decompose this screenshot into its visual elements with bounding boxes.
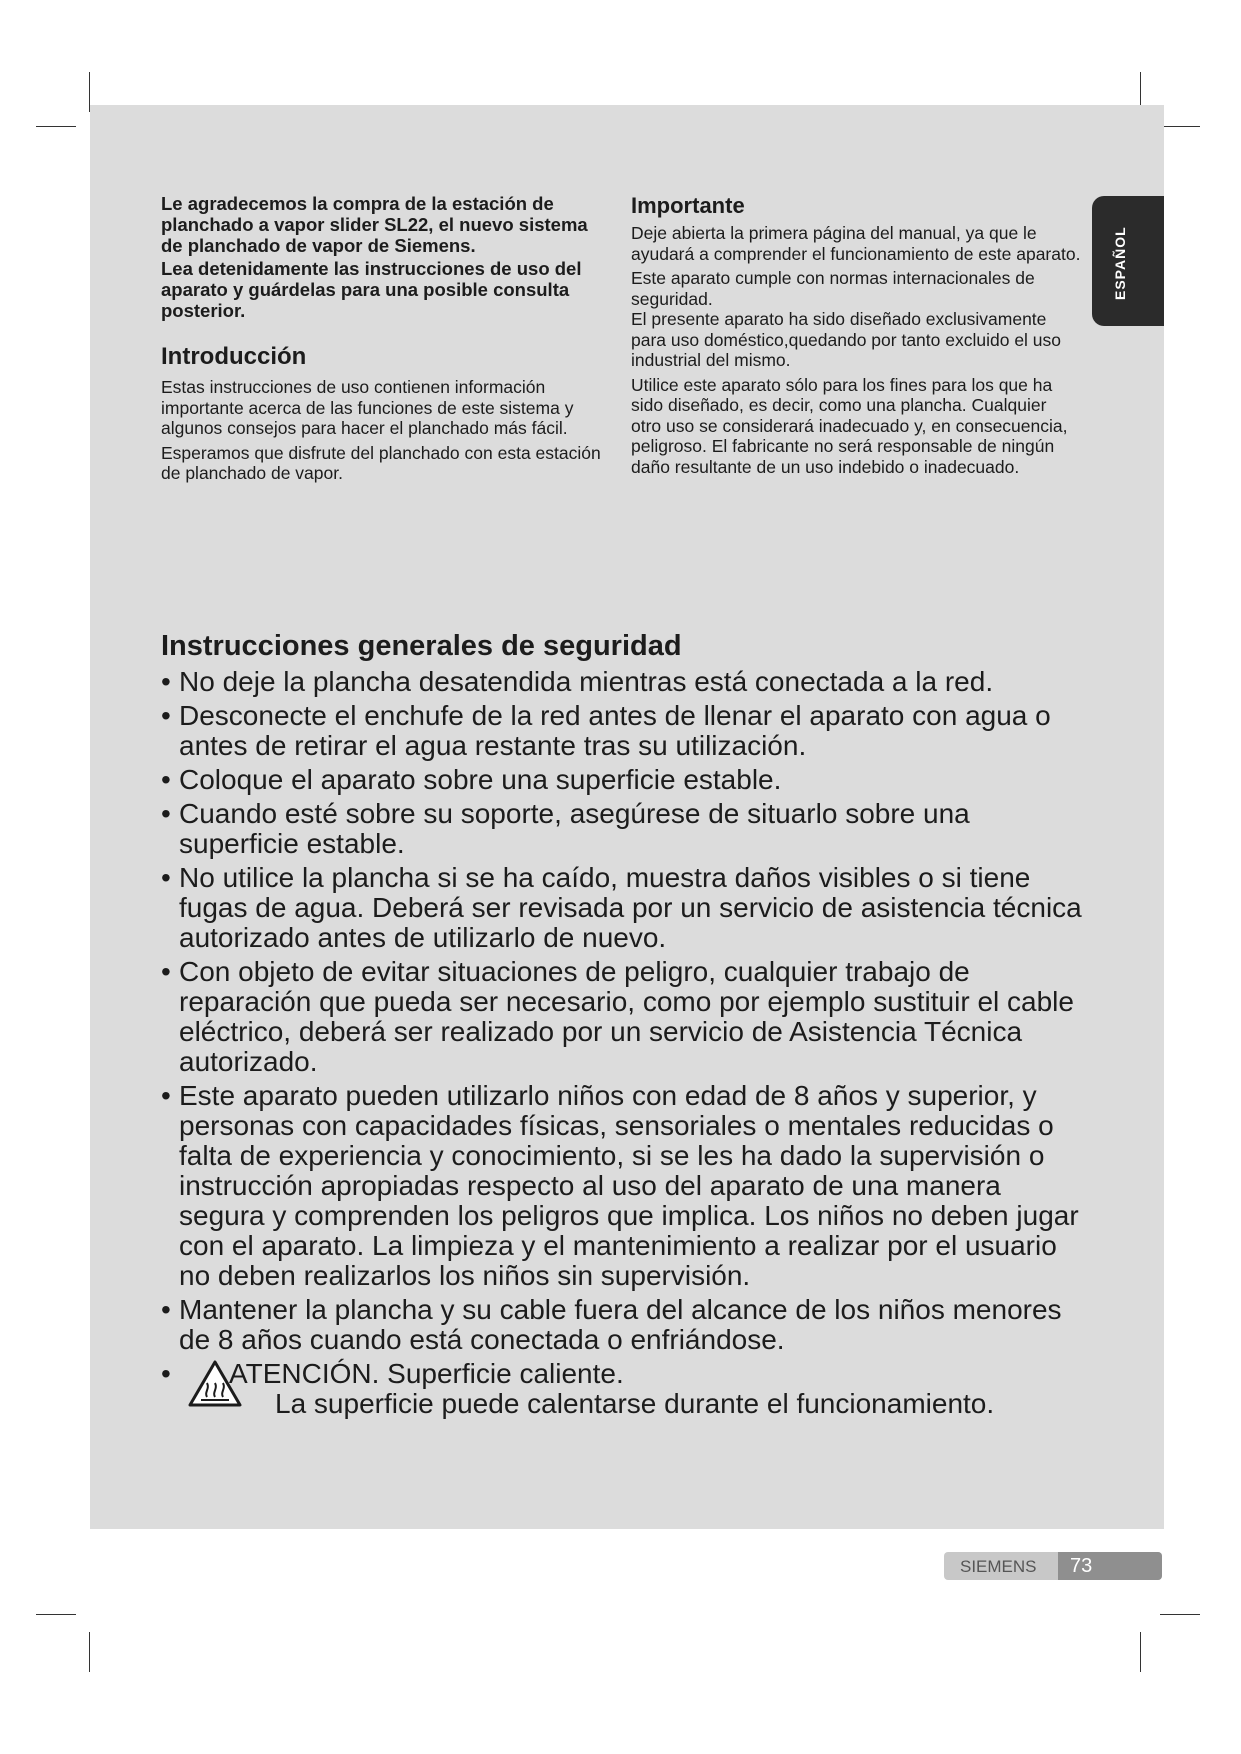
safety-item: • No utilice la plancha si se ha caído, muestra daños visibles o si tiene fugas de agua. Deberá ser revisada por un servicio de asistencia técnica autorizado antes de utilizarlo de nuevo. bbox=[161, 863, 1091, 953]
crop-mark-bottom-left-v bbox=[89, 1632, 90, 1672]
crop-mark-bottom-right-h bbox=[1160, 1614, 1200, 1615]
crop-mark-bottom-right-v bbox=[1140, 1632, 1141, 1672]
intro-heading: Introducción bbox=[161, 343, 307, 370]
safety-item: • Coloque el aparato sobre una superficie estable. bbox=[161, 765, 1091, 795]
safety-item: • Desconecte el enchufe de la red antes de llenar el aparato con agua o antes de retirar el agua restante tras su utilización. bbox=[161, 701, 1091, 761]
intro-column bbox=[161, 193, 611, 488]
safety-item: • Cuando esté sobre su soporte, asegúrese de situarlo sobre una superficie estable. bbox=[161, 799, 1091, 859]
safety-item: • Con objeto de evitar situaciones de peligro, cualquier trabajo de reparación que pueda ser necesario, como por ejemplo sustituir el cable eléctrico, deberá ser realizado por un servicio de Asistencia Técnica autorizado. bbox=[161, 957, 1091, 1077]
important-paragraph-3: El presente aparato ha sido diseñado exclusivamente para uso doméstico,quedando por tanto excluido el uso industrial del mismo. bbox=[631, 309, 1062, 370]
crop-mark-top-left-h bbox=[36, 126, 76, 127]
important-paragraph-2: Este aparato cumple con normas internacionales de seguridad. bbox=[631, 268, 1035, 309]
safety-item: • Este aparato pueden utilizarlo niños con edad de 8 años y superior, y personas con capacidades físicas, sensoriales o mentales reducidas o falta de experiencia y conocimiento, si se les ha dado la supervisión o instrucción apropiadas respecto al uso del aparato de una manera segura y comprenden los peligros que implica. Los niños no deben jugar con el aparato. La limpieza y el mantenimiento a realizar por el usuario no deben realizarlos los niños sin supervisión. bbox=[161, 1081, 1091, 1291]
intro-read-carefully: Lea detenidamente las instrucciones de uso del aparato y guárdelas para una posible consulta posterior. bbox=[161, 258, 582, 321]
safety-heading: Instrucciones generales de seguridad bbox=[161, 630, 682, 662]
safety-item: • Mantener la plancha y su cable fuera del alcance de los niños menores de 8 años cuando está conectada o enfriándose. bbox=[161, 1295, 1091, 1355]
language-tab bbox=[1092, 196, 1164, 326]
safety-item: • No deje la plancha desatendida mientras está conectada a la red. bbox=[161, 667, 1091, 697]
crop-mark-top-right-h bbox=[1160, 126, 1200, 127]
warning-line-2: La superficie puede calentarse durante el funcionamiento. bbox=[275, 1388, 995, 1419]
crop-mark-bottom-left-h bbox=[36, 1614, 76, 1615]
warning-line-1: • ATENCIÓN. Superficie caliente. bbox=[229, 1358, 624, 1389]
intro-paragraph-1: Estas instrucciones de uso contienen información importante acerca de las funciones de este sistema y algunos consejos para hacer el planchado más fácil. bbox=[161, 377, 574, 438]
page-number: 73 bbox=[1058, 1552, 1162, 1580]
intro-paragraph-2: Esperamos que disfrute del planchado con esta estación de planchado de vapor. bbox=[161, 442, 601, 483]
safety-section bbox=[161, 630, 1091, 1423]
language-tab-label: ESPAÑOL bbox=[1112, 226, 1128, 300]
footer-brand: SIEMENS bbox=[960, 1557, 1037, 1576]
safety-item-warning bbox=[161, 1359, 1091, 1419]
important-column bbox=[631, 193, 1081, 481]
important-paragraph-1: Deje abierta la primera página del manual, ya que le ayudará a comprender el funcionamiento de este aparato. bbox=[631, 223, 1081, 264]
important-heading: Importante bbox=[631, 193, 745, 218]
intro-thanks: Le agradecemos la compra de la estación de planchado a vapor slider SL22, el nuevo sistema de planchado de vapor de Siemens. bbox=[161, 193, 588, 256]
important-paragraph-4: Utilice este aparato sólo para los fines para los que ha sido diseñado, es decir, como una plancha. Cualquier otro uso se considerará inadecuado y, en consecuencia, peligroso. El fabricante no será responsable de ningún daño resultante de un uso indebido o inadecuado. bbox=[631, 374, 1068, 477]
safety-list bbox=[161, 667, 1091, 1419]
